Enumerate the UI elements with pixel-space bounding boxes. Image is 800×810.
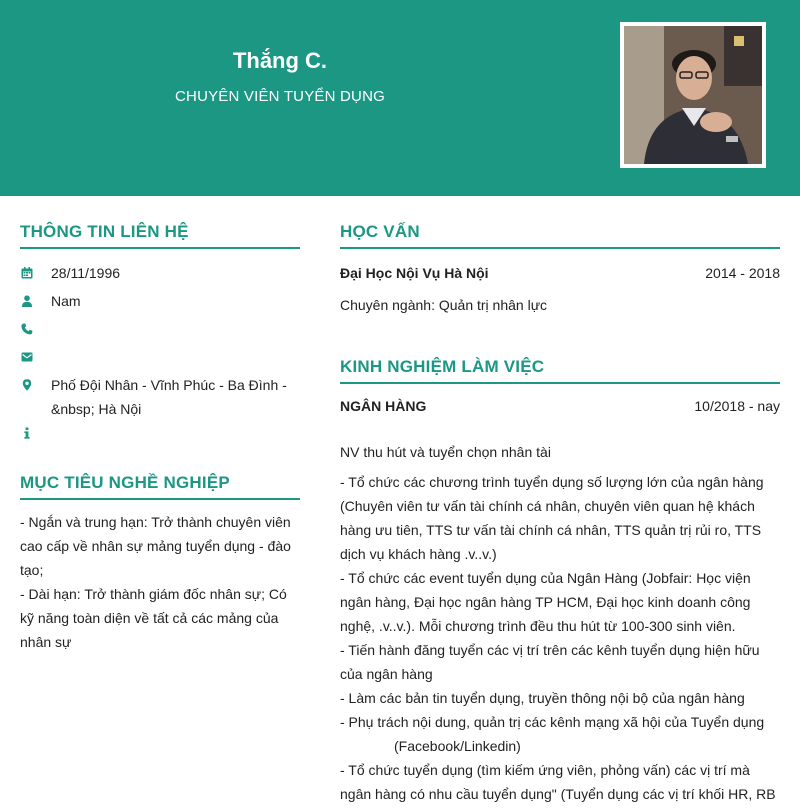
contact-list bbox=[20, 261, 300, 449]
experience-section-title: KINH NGHIỆM LÀM VIỆC bbox=[340, 357, 780, 384]
right-column bbox=[340, 196, 780, 806]
job-entry-header bbox=[340, 394, 780, 418]
job-description bbox=[340, 440, 780, 806]
job-line: - Phụ trách nội dung, quản trị các kênh mạng xã hội của Tuyển dụng bbox=[340, 714, 765, 730]
company-name: NGÂN HÀNG bbox=[340, 398, 427, 414]
school-name: Đại Học Nội Vụ Hà Nội bbox=[340, 265, 489, 281]
left-column bbox=[20, 196, 300, 654]
info-icon bbox=[20, 421, 34, 445]
job-line: - Tiến hành đăng tuyển các vị trí trên các kênh tuyển dụng hiện hữu của ngân hàng bbox=[340, 642, 760, 682]
job-line: - Tổ chức tuyển dụng (tìm kiếm ứng viên, phỏng vấn) các vị trí mà ngân hàng có nhu cầu tuyển dụng" (Tuyển dụng các vị trí khối HR, RB bbox=[340, 762, 776, 802]
job-line: - Tổ chức các event tuyển dụng của Ngân Hàng (Jobfair: Học viện ngân hàng, Đại học ngân hàng TP HCM, Đại học kinh doanh công nghệ, .v..v.). Mỗi chương trình đều thu hút từ 100-300 sinh viên. bbox=[340, 570, 751, 634]
birthday-value: 28/11/1996 bbox=[51, 265, 121, 281]
contact-info bbox=[20, 421, 300, 449]
job-line: NV thu hút và tuyển chọn nhân tài bbox=[340, 444, 551, 460]
education-section-title: HỌC VẤN bbox=[340, 222, 780, 249]
candidate-name: Thắng C. bbox=[232, 48, 328, 73]
objective-line: - Ngắn và trung hạn: Trở thành chuyên viên cao cấp về nhân sự mảng tuyển dụng - đào tạo; bbox=[20, 514, 291, 578]
location-pin-icon bbox=[20, 373, 34, 397]
contact-section bbox=[20, 222, 300, 449]
contact-phone bbox=[20, 317, 300, 345]
job-line: - Làm các bản tin tuyển dụng, truyền thông nội bộ của ngân hàng bbox=[340, 690, 745, 706]
contact-birthday bbox=[20, 261, 300, 289]
contact-address bbox=[20, 373, 300, 421]
contact-gender bbox=[20, 289, 300, 317]
job-period: 10/2018 - nay bbox=[694, 398, 780, 414]
contact-email bbox=[20, 345, 300, 373]
address-value: Phố Đội Nhân - Vĩnh Phúc - Ba Đình - &nbsp; Hà Nội bbox=[51, 377, 287, 417]
candidate-role: CHUYÊN VIÊN TUYỂN DỤNG bbox=[175, 88, 385, 105]
education-major: Chuyên ngành: Quản trị nhân lực bbox=[340, 297, 548, 313]
email-icon bbox=[20, 345, 34, 369]
gender-value: Nam bbox=[51, 293, 81, 309]
objective-line: - Dài hạn: Trở thành giám đốc nhân sự; Có kỹ năng toàn diện về tất cả các mảng của nhân sự bbox=[20, 586, 287, 650]
person-icon bbox=[20, 289, 34, 313]
objective-section-title: MỤC TIÊU NGHỀ NGHIỆP bbox=[20, 473, 300, 500]
job-line: - Tổ chức các chương trình tuyển dụng số lượng lớn của ngân hàng (Chuyên viên tư vấn tài chính cá nhân, chuyên viên quan hệ khách hàng ưu tiên, TTS tư vấn tài chính cá nhân, TTS quản trị rủi ro, TTS dịch vụ khách hàng .v..v.) bbox=[340, 474, 764, 562]
education-period: 2014 - 2018 bbox=[705, 265, 780, 281]
header-banner bbox=[0, 0, 800, 196]
profile-photo-image bbox=[624, 26, 762, 164]
education-section bbox=[340, 222, 780, 317]
education-entry-header bbox=[340, 261, 780, 285]
experience-section bbox=[340, 357, 780, 806]
profile-photo bbox=[620, 22, 766, 168]
job-line: (Facebook/Linkedin) bbox=[394, 738, 521, 754]
objective-section bbox=[20, 473, 300, 654]
objective-text bbox=[20, 510, 300, 654]
contact-section-title: THÔNG TIN LIÊN HỆ bbox=[20, 222, 300, 249]
calendar-icon bbox=[20, 261, 34, 285]
phone-icon bbox=[20, 317, 34, 341]
